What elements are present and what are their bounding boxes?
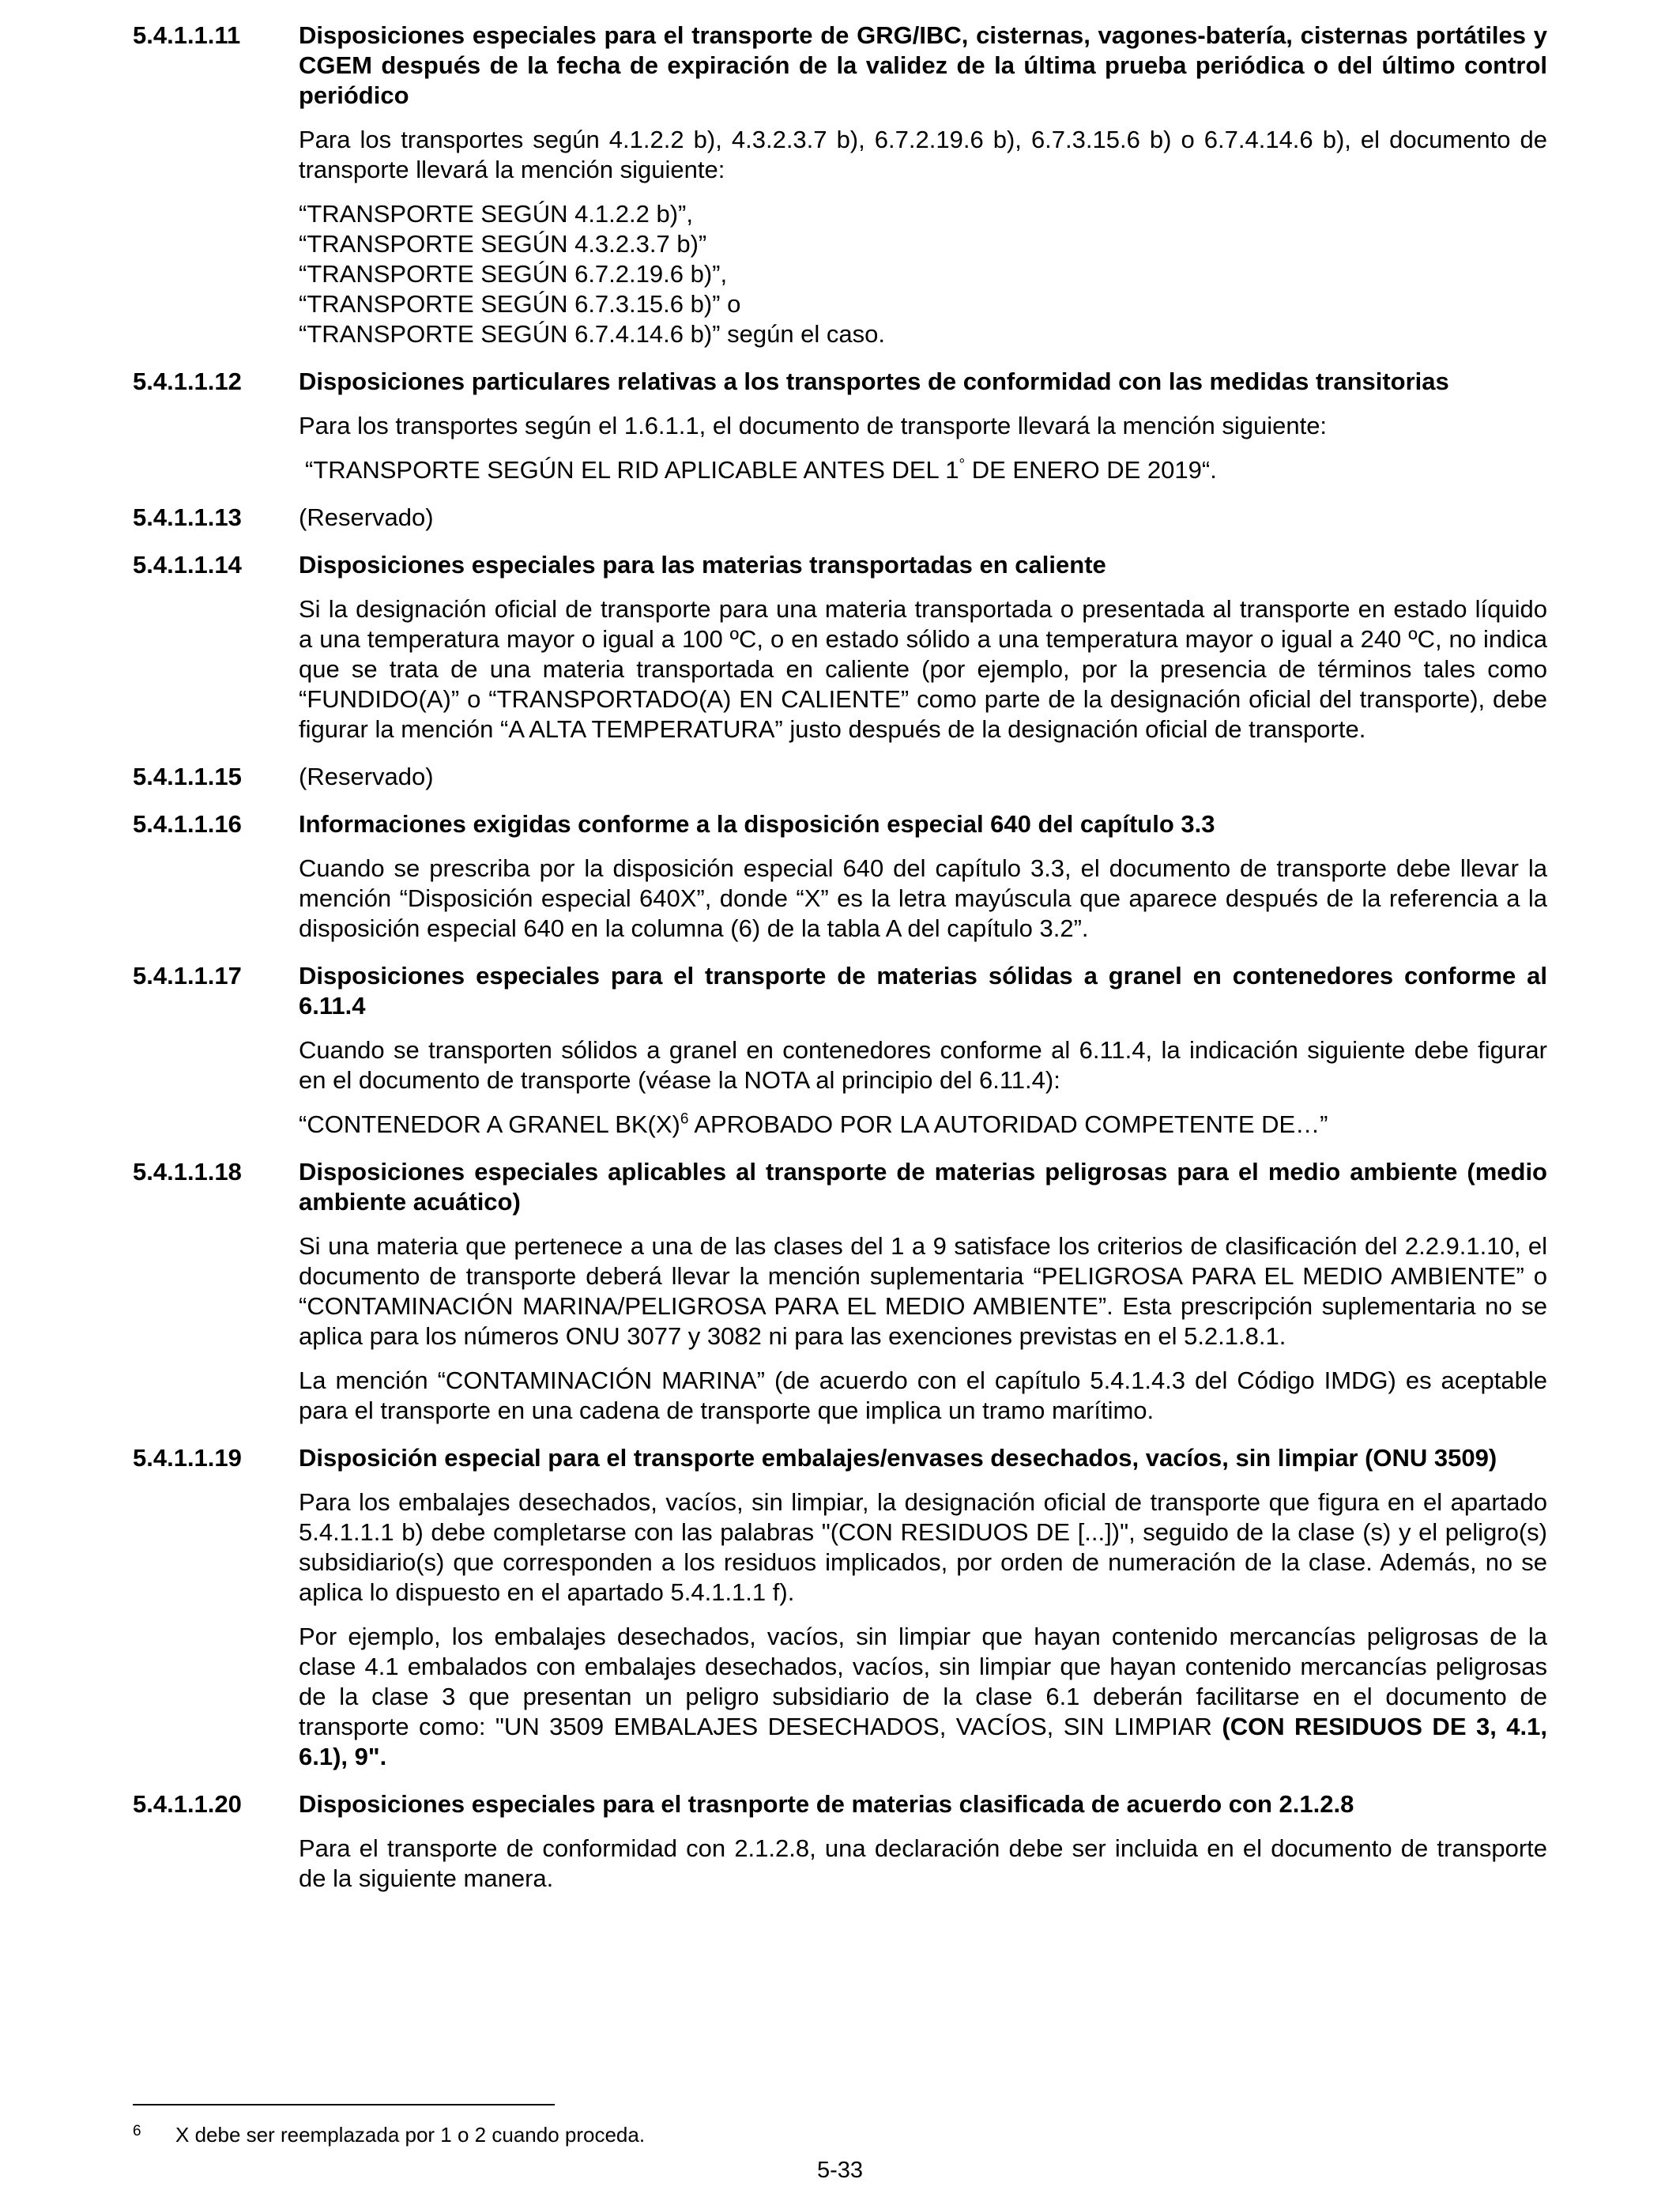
section-5-4-1-1-18 — [133, 1157, 1547, 1426]
section-5-4-1-1-20 — [133, 1789, 1547, 1894]
section-heading — [133, 503, 1547, 533]
paragraph-bold-text: (CON RESIDUOS DE 3, 4.1, 6.1), 9". — [299, 1713, 1547, 1770]
section-5-4-1-1-12 — [133, 367, 1547, 485]
section-title: Disposiciones particulares relativas a los transportes de conformidad con las medidas transitorias — [299, 368, 1449, 395]
degree-superscript: ° — [959, 456, 966, 473]
section-5-4-1-1-17 — [133, 961, 1547, 1140]
section-number: 5.4.1.1.12 — [133, 368, 242, 395]
section-5-4-1-1-11 — [133, 21, 1547, 349]
section-heading — [133, 21, 1547, 111]
section-heading — [133, 550, 1547, 580]
quoted-lines — [299, 199, 1547, 349]
section-heading — [133, 961, 1547, 1021]
paragraph: Para los transportes según el 1.6.1.1, el documento de transporte llevará la mención siguiente: — [299, 412, 1328, 439]
section-number: 5.4.1.1.14 — [133, 551, 242, 579]
section-title: Informaciones exigidas conforme a la disposición especial 640 del capítulo 3.3 — [299, 810, 1215, 838]
quote-text: DE ENERO DE 2019“. — [965, 456, 1217, 484]
section-number: 5.4.1.1.20 — [133, 1790, 242, 1818]
paragraph: Si la designación oficial de transporte para una materia transportada o presentada al transporte en estado líquido a una temperatura mayor o igual a 100 ºC, o en estado sólido a una temperatura mayor o igual a 240 ºC, no indica que se trata de una materia transportada en caliente (por ejemplo, por la presencia de términos tales como “FUNDIDO(A)” o “TRANSPORTADO(A) EN CALIENTE” como parte de la designación oficial del transporte), debe figurar la mención “A ALTA TEMPERATURA” justo después de la designación oficial de transporte. — [299, 595, 1547, 743]
quoted-statement — [299, 1110, 1547, 1140]
section-title: Disposición especial para el transporte embalajes/envases desechados, vacíos, sin limpiar (ONU 3509) — [299, 1444, 1497, 1472]
section-title: Disposiciones especiales para el transporte de materias sólidas a granel en contenedores conforme al 6.11.4 — [299, 962, 1547, 1020]
section-title: Disposiciones especiales para el transporte de GRG/IBC, cisternas, vagones-batería, cisternas portátiles y CGEM después de la fecha de expiración de la validez de la última prueba periódica o del último control periódico — [299, 21, 1547, 109]
section-heading — [133, 809, 1547, 839]
paragraph — [299, 1622, 1547, 1772]
quoted-line: “TRANSPORTE SEGÚN 4.3.2.3.7 b)” — [299, 230, 707, 258]
quote-text: APROBADO POR LA AUTORIDAD COMPETENTE DE…” — [688, 1110, 1328, 1138]
paragraph: Cuando se transporten sólidos a granel en contenedores conforme al 6.11.4, la indicación siguiente debe figurar en el documento de transporte (véase la NOTA al principio del 6.11.4): — [299, 1036, 1547, 1094]
footnote-text: X debe ser reemplazada por 1 o 2 cuando proceda. — [175, 2123, 646, 2147]
section-5-4-1-1-13 — [133, 503, 1547, 533]
section-title: (Reservado) — [299, 503, 434, 531]
quoted-line: “TRANSPORTE SEGÚN 4.1.2.2 b)”, — [299, 200, 693, 228]
paragraph: Para los embalajes desechados, vacíos, sin limpiar, la designación oficial de transporte que figura en el apartado 5.4.1.1.1 b) debe completarse con las palabras "(CON RESIDUOS DE [...])", seguido de la clase (s) y el peligro(s) subsidiario(s) que corresponden a los residuos implicados, por orden de numeración de la clase. Además, no se aplica lo dispuesto en el apartado 5.4.1.1.1 f). — [299, 1488, 1547, 1606]
section-number: 5.4.1.1.17 — [133, 962, 242, 990]
footnote — [133, 2123, 645, 2147]
paragraph-text: Por ejemplo, los embalajes desechados, vacíos, sin limpiar que hayan contenido mercancías peligrosas de la clase 4.1 embalados con embalajes desechados, vacíos, sin limpiar que hayan contenido mercancías peligrosas de la clase 3 que presentan un peligro subsidiario de la clase 6.1 deberán facilitarse en el documento de transporte como: "UN 3509 EMBALAJES DESECHADOS, VACÍOS, SIN LIMPIAR — [299, 1623, 1547, 1740]
quoted-line — [299, 1110, 1547, 1140]
quoted-line — [299, 455, 1547, 485]
section-heading — [133, 1443, 1547, 1473]
quoted-line: “TRANSPORTE SEGÚN 6.7.2.19.6 b)”, — [299, 260, 728, 288]
footnote-separator — [133, 2104, 555, 2105]
quoted-line: “TRANSPORTE SEGÚN 6.7.4.14.6 b)” según el caso. — [299, 320, 886, 348]
section-title: Disposiciones especiales para las materias transportadas en caliente — [299, 551, 1106, 579]
quote-text: “TRANSPORTE SEGÚN EL RID APLICABLE ANTES DEL 1 — [305, 456, 959, 484]
section-heading — [133, 367, 1547, 397]
footnote-mark: 6 — [133, 2123, 141, 2139]
section-title: Disposiciones especiales para el trasnporte de materias clasificada de acuerdo con 2.1.2.8 — [299, 1790, 1354, 1818]
section-heading — [133, 762, 1547, 792]
section-5-4-1-1-19 — [133, 1443, 1547, 1772]
section-number: 5.4.1.1.13 — [133, 503, 242, 531]
page-body — [133, 21, 1547, 1911]
quoted-line: “TRANSPORTE SEGÚN 6.7.3.15.6 b)” o — [299, 290, 741, 318]
section-5-4-1-1-14 — [133, 550, 1547, 745]
section-title: Disposiciones especiales aplicables al transporte de materias peligrosas para el medio ambiente (medio ambiente acuático) — [299, 1158, 1547, 1216]
paragraph: Para los transportes según 4.1.2.2 b), 4.3.2.3.7 b), 6.7.2.19.6 b), 6.7.3.15.6 b) o 6.7.4.14.6 b), el documento de transporte llevará la mención siguiente: — [299, 126, 1547, 183]
section-heading — [133, 1789, 1547, 1819]
section-title: (Reservado) — [299, 763, 434, 790]
paragraph: Cuando se prescriba por la disposición especial 640 del capítulo 3.3, el documento de transporte debe llevar la mención “Disposición especial 640X”, donde “X” es la letra mayúscula que aparece después de la referencia a la disposición especial 640 en la columna (6) de la tabla A del capítulo 3.2”. — [299, 854, 1547, 942]
paragraph: Si una materia que pertenece a una de las clases del 1 a 9 satisface los criterios de clasificación del 2.2.9.1.10, el documento de transporte deberá llevar la mención suplementaria “PELIGROSA PARA EL MEDIO AMBIENTE” o “CONTAMINACIÓN MARINA/PELIGROSA PARA EL MEDIO AMBIENTE”. Esta prescripción suplementaria no se aplica para los números ONU 3077 y 3082 ni para las exenciones previstas en el 5.2.1.8.1. — [299, 1232, 1547, 1350]
paragraph: La mención “CONTAMINACIÓN MARINA” (de acuerdo con el capítulo 5.4.1.4.3 del Código IMDG) es aceptable para el transporte en una cadena de transporte que implica un tramo marítimo. — [299, 1367, 1547, 1424]
section-5-4-1-1-15 — [133, 762, 1547, 792]
section-number: 5.4.1.1.19 — [133, 1444, 242, 1472]
quote-text: “CONTENEDOR A GRANEL BK(X) — [299, 1110, 680, 1138]
page-number: 5-33 — [816, 2158, 864, 2183]
footnote-reference: 6 — [680, 1110, 689, 1128]
quoted-statement — [299, 455, 1547, 485]
section-number: 5.4.1.1.11 — [133, 21, 241, 49]
section-number: 5.4.1.1.15 — [133, 763, 242, 790]
section-number: 5.4.1.1.18 — [133, 1158, 242, 1186]
paragraph: Para el transporte de conformidad con 2.1.2.8, una declaración debe ser incluida en el documento de transporte de la siguiente manera. — [299, 1834, 1547, 1892]
section-5-4-1-1-16 — [133, 809, 1547, 944]
section-heading — [133, 1157, 1547, 1217]
section-number: 5.4.1.1.16 — [133, 810, 242, 838]
